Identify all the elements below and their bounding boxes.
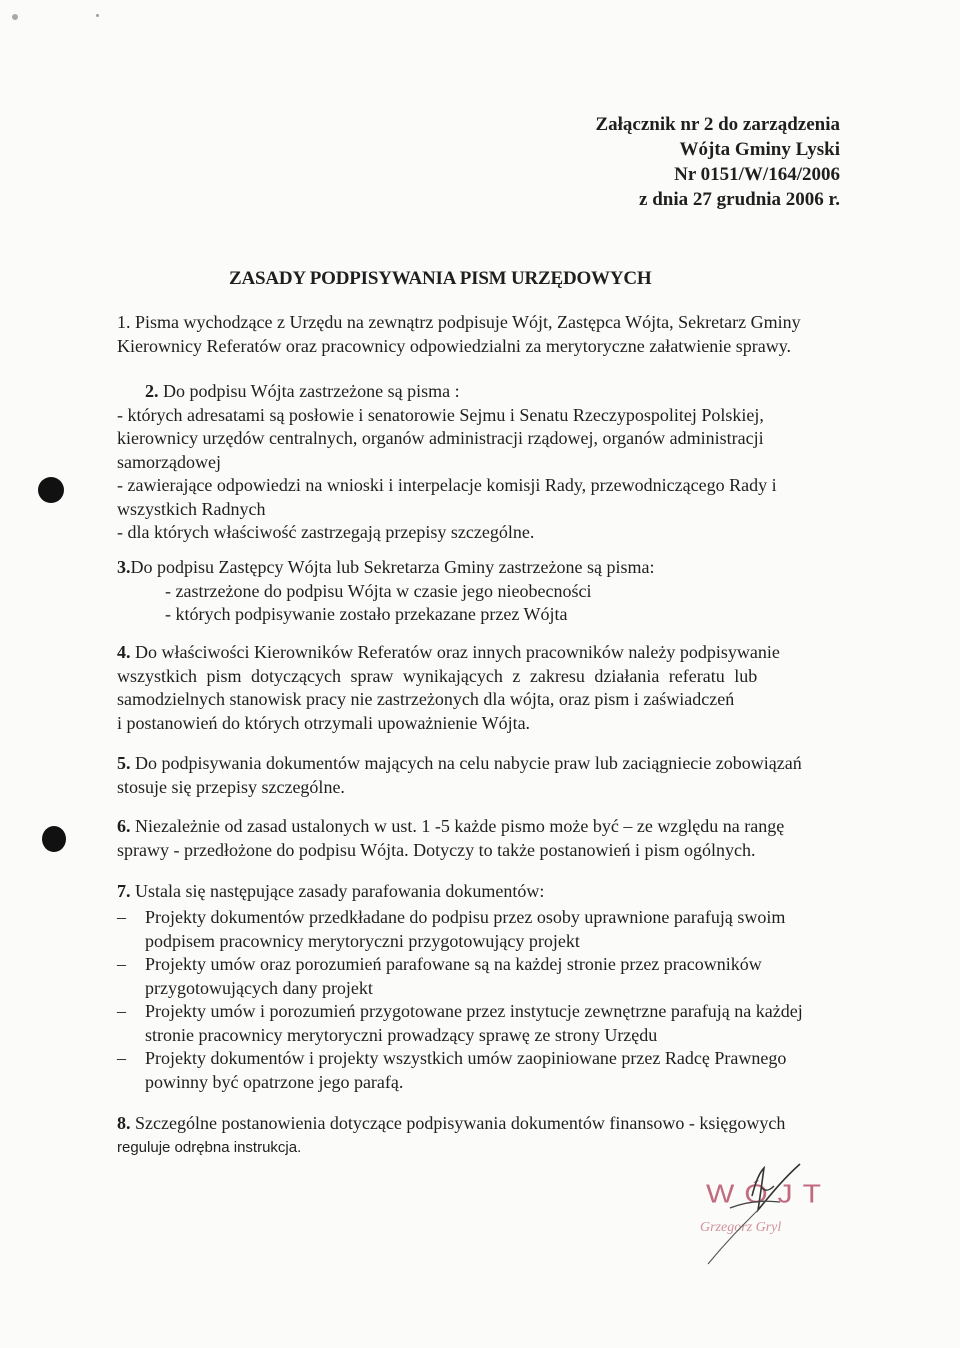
section-2-line-1: 2. Do podpisu Wójta zastrzeżone są pisma :: [145, 381, 460, 401]
section-8: [117, 1112, 867, 1159]
section-7-item-1-line-2: podpisem pracownicy merytoryczni przygotowujący projekt: [145, 930, 580, 951]
section-7-item-4-line-1: Projekty dokumentów i projekty wszystkich umów zaopiniowane przez Radcę Prawnego: [145, 1048, 787, 1068]
section-2: [117, 380, 867, 545]
official-stamp: [670, 1158, 870, 1268]
section-8-line-1: 8. Szczególne postanowienia dotyczące podpisywania dokumentów finansowo - księgowych: [117, 1113, 786, 1133]
section-1-number: 1.: [117, 312, 131, 332]
punch-hole-lower: [42, 826, 66, 852]
stamp-title: WÓJT: [706, 1180, 831, 1209]
section-2-line-6: wszystkich Radnych: [117, 498, 266, 519]
section-7-item-2-line-1: Projekty umów oraz porozumień parafowane są na każdej stronie przez pracowników: [145, 954, 762, 974]
document-title: ZASADY PODPISYWANIA PISM URZĘDOWYCH: [229, 268, 652, 289]
attachment-header: [440, 112, 840, 212]
section-3-number: 3.: [117, 557, 131, 577]
dash-bullet: –: [117, 954, 126, 974]
section-2-line-2: - których adresatami są posłowie i senatorowie Sejmu i Senatu Rzeczypospolitej Polskiej,: [117, 404, 764, 425]
section-2-line-7: - dla których właściwość zastrzegają przepisy szczególne.: [117, 522, 535, 542]
section-4-line-3: samodzielnych stanowisk pracy nie zastrzeżonych dla wójta, oraz pism i zaświadczeń: [117, 689, 735, 709]
section-5-line-1: 5. Do podpisywania dokumentów mających na celu nabycie praw lub zaciągniecie zobowiązań: [117, 753, 802, 773]
section-7-item-3-line-1: Projekty umów i porozumień przygotowane przez instytucje zewnętrzne parafują na każdej: [145, 1001, 803, 1021]
section-7-item-3-line-2: stronie pracownicy merytoryczni prowadzący sprawę ze strony Urzędu: [145, 1024, 658, 1045]
dash-bullet: –: [117, 1001, 126, 1021]
section-2-line-4: samorządowej: [117, 451, 221, 472]
section-7-item-1-line-1: Projekty dokumentów przedkładane do podpisu przez osoby uprawnione parafują swoim: [145, 907, 786, 927]
punch-hole-upper: [38, 477, 64, 503]
section-3-line-1: 3.Do podpisu Zastępcy Wójta lub Sekretarza Gminy zastrzeżone są pisma:: [117, 557, 655, 577]
section-7-number: 7.: [117, 881, 131, 901]
section-6: [117, 815, 867, 862]
section-7-item-2-line-2: przygotowujących dany projekt: [145, 977, 373, 998]
section-6-line-1: 6. Niezależnie od zasad ustalonych w ust. 1 -5 każde pismo może być – ze względu na rangę: [117, 816, 785, 836]
section-5-line-2: stosuje się przepisy szczególne.: [117, 776, 345, 797]
section-8-number: 8.: [117, 1113, 131, 1133]
dash-bullet: –: [117, 1048, 126, 1068]
section-6-number: 6.: [117, 816, 131, 836]
section-5-number: 5.: [117, 753, 131, 773]
dash-bullet: –: [117, 907, 126, 927]
section-3-line-2: - zastrzeżone do podpisu Wójta w czasie jego nieobecności: [165, 580, 592, 601]
section-4-number: 4.: [117, 642, 131, 662]
section-2-line-5: - zawierające odpowiedzi na wnioski i interpelacje komisji Rady, przewodniczącego Rady i: [117, 475, 777, 495]
header-line-2: Wójta Gminy Lyski: [679, 139, 840, 160]
section-2-number: 2.: [145, 381, 159, 401]
section-6-line-2: sprawy - przedłożone do podpisu Wójta. Dotyczy to także postanowień i pism ogólnych.: [117, 839, 756, 860]
section-7-intro: [117, 880, 867, 904]
header-line-4: z dnia 27 grudnia 2006 r.: [639, 189, 840, 210]
header-line-3: Nr 0151/W/164/2006: [674, 164, 840, 185]
section-7-intro-text: Ustala się następujące zasady parafowania dokumentów:: [135, 881, 545, 901]
section-4: [117, 641, 867, 735]
section-1: [117, 311, 867, 358]
section-4-line-4: i postanowień do których otrzymali upoważnienie Wójta.: [117, 712, 531, 733]
section-4-line-1: 4. Do właściwości Kierowników Referatów oraz innych pracowników należy podpisywanie: [117, 642, 780, 662]
section-1-line-2: Kierownicy Referatów oraz pracownicy odpowiedzialni za merytoryczne załatwienie sprawy.: [117, 335, 792, 356]
section-7-item: [117, 1047, 867, 1095]
section-7-item: [117, 906, 867, 954]
section-3: [117, 556, 867, 627]
section-4-line-2: wszystkich pism dotyczących spraw wynikających z zakresu działania referatu lub: [117, 665, 758, 686]
section-7-item: [117, 1000, 867, 1048]
section-8-line-2: reguluje odrębna instrukcja.: [117, 1138, 302, 1156]
section-7-item-4-line-2: powinny być opatrzone jego parafą.: [145, 1071, 404, 1092]
section-7-item: [117, 953, 867, 1001]
handwritten-signature: [670, 1158, 870, 1268]
section-3-line-3: - których podpisywanie zostało przekazane przez Wójta: [165, 604, 568, 624]
section-1-line-1: 1. Pisma wychodzące z Urzędu na zewnątrz podpisuje Wójt, Zastępca Wójta, Sekretarz Gminy: [117, 312, 801, 332]
scan-dot-top-left: [12, 14, 18, 20]
scan-dot-top: [96, 14, 99, 17]
section-2-line-3: kierownicy urzędów centralnych, organów administracji rządowej, organów administracji: [117, 428, 764, 448]
stamp-name: Grzegorz Gryl: [700, 1220, 782, 1235]
section-5: [117, 752, 867, 799]
header-line-1: Załącznik nr 2 do zarządzenia: [595, 114, 840, 135]
